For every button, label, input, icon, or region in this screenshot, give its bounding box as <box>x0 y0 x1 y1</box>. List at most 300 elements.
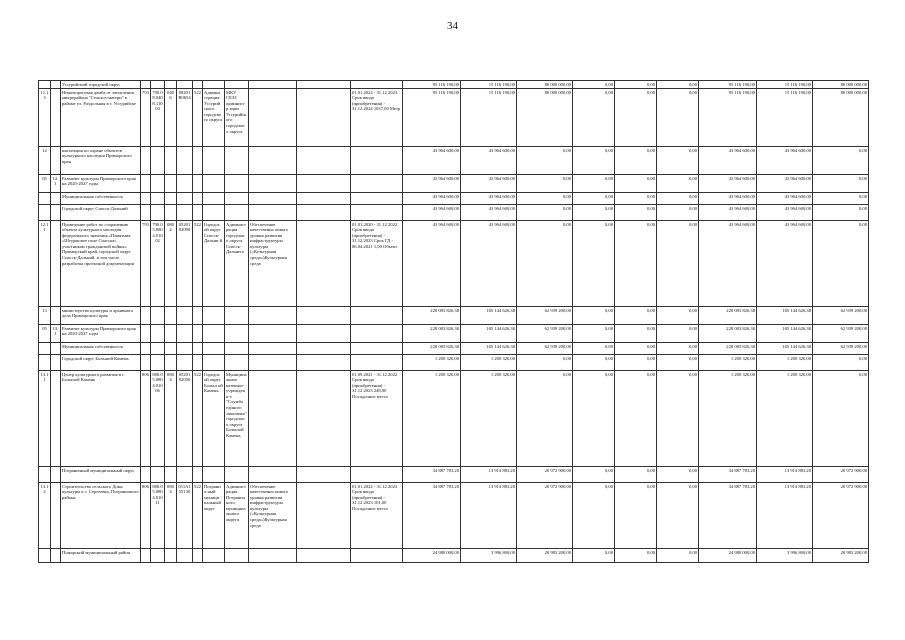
row-code-aip: 790.0 5.080 4.010 02 <box>151 221 165 307</box>
row-expense-type: 522 <box>193 89 203 147</box>
row-amount-8: 13 914 883,20 <box>757 467 813 483</box>
row-amount-3: 0,00 <box>517 221 573 307</box>
row-customer <box>225 307 249 325</box>
row-goal <box>249 371 297 467</box>
row-amount-3: 80 000 000,00 <box>517 89 573 147</box>
row-section <box>165 175 177 193</box>
row-amount-5: 0,00 <box>615 175 657 193</box>
row-amount-2: 1 200 320,00 <box>461 355 517 371</box>
row-code: 12 <box>39 147 51 175</box>
row-executor: Админи страция Уссурий ского городско го округа <box>203 89 225 147</box>
row-amount-8: 43 964 600,00 <box>757 175 813 193</box>
row-grbs: 806 <box>141 483 151 549</box>
table-row <box>39 343 869 355</box>
row-code-aip <box>151 147 165 175</box>
row-amount-1: 1 200 320,00 <box>403 371 461 467</box>
row-amount-4: 0,00 <box>573 549 615 563</box>
row-amount-5: 0,00 <box>615 343 657 355</box>
row-goal <box>249 193 297 205</box>
row-amount-7: 228 083 826,38 <box>699 325 757 343</box>
row-name: Уссурийский городской округ <box>61 81 141 89</box>
row-section <box>165 81 177 89</box>
row-section: 0804 <box>165 371 177 467</box>
row-term-info <box>351 193 403 205</box>
row-subcode <box>51 549 61 563</box>
row-amount-6: 0,00 <box>657 147 699 175</box>
row-term-info: 01.01.2020 - 31.12.2022 Срок ввода (приобретения) - 31.12.2023 Срок ГД - 06.04.2021 1,00 Объект <box>351 221 403 307</box>
row-amount-3: 20 972 900,00 <box>517 467 573 483</box>
row-amount-7: 34 887 783,20 <box>699 467 757 483</box>
row-code-aip: 806.0 5.080 4.010 06 <box>151 371 165 467</box>
row-amount-7: 43 964 600,00 <box>699 175 757 193</box>
row-code: 05 <box>39 325 51 343</box>
row-amount-2: 43 964 600,00 <box>461 221 517 307</box>
row-amount-4: 0,00 <box>573 89 615 147</box>
row-customer: Админист рация городского округа Спасск-Дальнего <box>225 221 249 307</box>
row-code-aip: 790.0 8.040 8.110 04 <box>151 89 165 147</box>
row-term-info: 01.09.2021 - 31.12.2022 Срок ввода (приобретения) - 31.12.2023 248,00 Посадочное место <box>351 371 403 467</box>
row-amount-5: 0,00 <box>615 81 657 89</box>
row-customer: Админист рация Пограничного муниципального округа <box>225 483 249 549</box>
row-amount-9: 0,00 <box>813 205 869 221</box>
row-blank <box>297 549 351 563</box>
row-subcode <box>51 205 61 221</box>
row-amount-7: 95 116 190,00 <box>699 81 757 89</box>
row-amount-1: 34 887 783,20 <box>403 483 461 549</box>
row-code-aip <box>151 81 165 89</box>
row-blank <box>297 193 351 205</box>
row-amount-3: 0,00 <box>517 355 573 371</box>
row-amount-9: 20 972 900,00 <box>813 483 869 549</box>
table-row <box>39 467 869 483</box>
row-amount-1: 228 083 826,38 <box>403 307 461 325</box>
row-name: Проведение работ по сохранению объекта культурного наследия федерального значения «Памятник «Штурмовое поле Спасска» участникам гражданской войны» Приморский край, городской округ Спасск-Дальний, в том числе разработка проектной документации <box>61 221 141 307</box>
row-section <box>165 549 177 563</box>
row-executor <box>203 343 225 355</box>
row-term-info <box>351 355 403 371</box>
row-executor <box>203 307 225 325</box>
row-amount-6: 0,00 <box>657 371 699 467</box>
row-target-article <box>177 549 193 563</box>
row-amount-3: 62 939 200,00 <box>517 343 573 355</box>
row-amount-3: 0,00 <box>517 371 573 467</box>
row-amount-4: 0,00 <box>573 221 615 307</box>
row-amount-8: 165 144 626,38 <box>757 343 813 355</box>
table-row <box>39 325 869 343</box>
row-target-article: 05201 92050 <box>177 371 193 467</box>
row-expense-type <box>193 175 203 193</box>
row-subcode <box>51 193 61 205</box>
row-amount-5: 0,00 <box>615 221 657 307</box>
row-executor <box>203 205 225 221</box>
row-amount-6: 0,00 <box>657 81 699 89</box>
row-amount-5: 0,00 <box>615 325 657 343</box>
row-amount-9: 0,00 <box>813 175 869 193</box>
row-target-article <box>177 147 193 175</box>
row-goal <box>249 355 297 371</box>
row-expense-type: 522 <box>193 483 203 549</box>
row-grbs <box>141 549 151 563</box>
row-subcode <box>51 307 61 325</box>
row-target-article <box>177 325 193 343</box>
row-amount-8: 43 964 600,00 <box>757 193 813 205</box>
row-amount-1: 1 200 320,00 <box>403 355 461 371</box>
row-grbs <box>141 355 151 371</box>
row-goal <box>249 205 297 221</box>
row-executor <box>203 193 225 205</box>
row-goal: Обеспечение качественно нового уровня развития инфраструктуры культуры («Культурная среда»)Культурная среда <box>249 221 297 307</box>
row-blank <box>297 343 351 355</box>
row-amount-3: 0,00 <box>517 193 573 205</box>
row-executor: Городск ой округ Больш ой Камень <box>203 371 225 467</box>
row-code-aip <box>151 307 165 325</box>
row-blank <box>297 355 351 371</box>
row-grbs <box>141 343 151 355</box>
row-blank <box>297 371 351 467</box>
row-target-article <box>177 467 193 483</box>
table-row <box>39 549 869 563</box>
row-amount-4: 0,00 <box>573 175 615 193</box>
row-amount-8: 1 200 320,00 <box>757 355 813 371</box>
row-executor <box>203 467 225 483</box>
row-code-aip <box>151 205 165 221</box>
row-subcode <box>51 343 61 355</box>
row-goal <box>249 147 297 175</box>
row-blank <box>297 147 351 175</box>
row-subcode <box>51 221 61 307</box>
row-amount-2: 15 116 190,00 <box>461 89 517 147</box>
row-expense-type <box>193 81 203 89</box>
row-amount-1: 228 083 826,38 <box>403 343 461 355</box>
row-code <box>39 467 51 483</box>
table-row <box>39 355 869 371</box>
row-executor <box>203 175 225 193</box>
row-section: 0804 <box>165 221 177 307</box>
row-amount-2: 15 116 190,00 <box>461 81 517 89</box>
row-section <box>165 343 177 355</box>
table-row <box>39 307 869 325</box>
row-term-info: 01.01.2022 - 31.12.2023 Срок ввода (приобретения) - 31.12.2024 1637,00 Метр <box>351 89 403 147</box>
row-amount-1: 95 116 190,00 <box>403 81 461 89</box>
row-amount-3: 0,00 <box>517 147 573 175</box>
row-subcode <box>51 467 61 483</box>
row-amount-6: 0,00 <box>657 205 699 221</box>
row-amount-4: 0,00 <box>573 205 615 221</box>
row-amount-1: 43 964 600,00 <box>403 221 461 307</box>
row-amount-1: 43 964 600,00 <box>403 147 461 175</box>
row-amount-1: 43 964 600,00 <box>403 175 461 193</box>
row-grbs <box>141 193 151 205</box>
row-amount-8: 165 144 626,38 <box>757 307 813 325</box>
row-code-aip <box>151 193 165 205</box>
row-amount-4: 0,00 <box>573 343 615 355</box>
row-term-info: 01.01.2022 - 31.12.2023 Срок ввода (приобретения) - 31.12.2023 101,00 Посадочное место <box>351 483 403 549</box>
row-amount-1: 43 964 600,00 <box>403 193 461 205</box>
row-amount-1: 228 083 826,38 <box>403 325 461 343</box>
row-name: Строительство сельского Дома культуры в с. Сергеевка, Пограничного района <box>61 483 141 549</box>
row-amount-1: 34 887 783,20 <box>403 467 461 483</box>
row-grbs <box>141 467 151 483</box>
row-amount-9: 62 939 200,00 <box>813 307 869 325</box>
row-amount-5: 0,00 <box>615 147 657 175</box>
row-goal: Обеспечение качественно нового уровня развития инфраструктуры культуры («Культурная среда»)Культурная среда <box>249 483 297 549</box>
row-amount-4: 0,00 <box>573 307 615 325</box>
row-code-aip: 806.0 5.080 4.010 11 <box>151 483 165 549</box>
row-amount-8: 3 996 800,00 <box>757 549 813 563</box>
row-amount-1: 24 980 000,00 <box>403 549 461 563</box>
row-section <box>165 467 177 483</box>
row-amount-7: 43 964 600,00 <box>699 205 757 221</box>
row-code: 13.1 2 <box>39 483 51 549</box>
row-code-aip <box>151 343 165 355</box>
table-row <box>39 205 869 221</box>
row-code: 12.1 1 <box>39 221 51 307</box>
row-code: 11.1 3 <box>39 89 51 147</box>
row-amount-1: 95 116 190,00 <box>403 89 461 147</box>
row-amount-4: 0,00 <box>573 355 615 371</box>
row-amount-6: 0,00 <box>657 307 699 325</box>
row-name: Центр культурного развития в г. Большой Камень <box>61 371 141 467</box>
row-target-article <box>177 81 193 89</box>
row-amount-6: 0,00 <box>657 89 699 147</box>
row-amount-6: 0,00 <box>657 221 699 307</box>
row-customer <box>225 175 249 193</box>
row-amount-8: 1 200 320,00 <box>757 371 813 467</box>
row-grbs: 806 <box>141 371 151 467</box>
row-target-article <box>177 307 193 325</box>
row-customer <box>225 355 249 371</box>
row-name: Муниципальная собственность <box>61 193 141 205</box>
row-expense-type <box>193 193 203 205</box>
row-amount-2: 165 144 626,38 <box>461 307 517 325</box>
row-grbs: 793 <box>141 221 151 307</box>
row-amount-5: 0,00 <box>615 467 657 483</box>
row-amount-6: 0,00 <box>657 355 699 371</box>
row-grbs <box>141 147 151 175</box>
row-amount-2: 43 964 600,00 <box>461 205 517 221</box>
row-subcode: 12.1 <box>51 175 61 193</box>
row-term-info <box>351 175 403 193</box>
table-row <box>39 483 869 549</box>
row-section <box>165 147 177 175</box>
row-amount-5: 0,00 <box>615 307 657 325</box>
row-section: 0406 <box>165 89 177 147</box>
row-amount-2: 13 914 883,20 <box>461 483 517 549</box>
row-amount-9: 0,00 <box>813 371 869 467</box>
row-blank <box>297 467 351 483</box>
row-customer <box>225 81 249 89</box>
row-amount-9: 0,00 <box>813 147 869 175</box>
row-subcode <box>51 147 61 175</box>
row-customer <box>225 343 249 355</box>
row-target-article: 051А1 55130 <box>177 483 193 549</box>
row-target-article: 08201 R0654 <box>177 89 193 147</box>
row-code-aip <box>151 355 165 371</box>
row-amount-7: 1 200 320,00 <box>699 355 757 371</box>
row-section <box>165 325 177 343</box>
row-amount-2: 3 996 800,00 <box>461 549 517 563</box>
row-amount-9: 80 000 000,00 <box>813 89 869 147</box>
row-name: Развитие культуры Приморского края на 2020-2027 годы <box>61 325 141 343</box>
row-amount-6: 0,00 <box>657 483 699 549</box>
row-amount-5: 0,00 <box>615 549 657 563</box>
row-target-article <box>177 175 193 193</box>
row-grbs <box>141 307 151 325</box>
row-executor: Городск ой округ Спасск-Дальни й <box>203 221 225 307</box>
row-code: 13.1 1 <box>39 371 51 467</box>
row-blank <box>297 307 351 325</box>
row-code <box>39 81 51 89</box>
row-amount-7: 43 964 600,00 <box>699 193 757 205</box>
row-grbs: 793 <box>141 89 151 147</box>
row-amount-7: 228 083 826,38 <box>699 343 757 355</box>
row-amount-9: 0,00 <box>813 221 869 307</box>
row-amount-6: 0,00 <box>657 325 699 343</box>
row-target-article <box>177 355 193 371</box>
row-term-info <box>351 81 403 89</box>
row-name: Пожарский муниципальный район <box>61 549 141 563</box>
row-amount-3: 20 983 200,00 <box>517 549 573 563</box>
row-executor <box>203 325 225 343</box>
row-section: 0804 <box>165 483 177 549</box>
row-goal <box>249 89 297 147</box>
row-amount-4: 0,00 <box>573 371 615 467</box>
row-target-article: 05201 92090 <box>177 221 193 307</box>
row-amount-7: 34 887 783,20 <box>699 483 757 549</box>
row-amount-9: 80 000 000,00 <box>813 81 869 89</box>
row-subcode <box>51 355 61 371</box>
row-amount-1: 43 964 600,00 <box>403 205 461 221</box>
page-number: 34 <box>447 20 458 32</box>
table-row <box>39 81 869 89</box>
row-amount-7: 43 964 600,00 <box>699 147 757 175</box>
row-code: 05 <box>39 175 51 193</box>
row-expense-type <box>193 325 203 343</box>
row-amount-2: 43 964 600,00 <box>461 193 517 205</box>
row-name: Пограничный муниципальный округ <box>61 467 141 483</box>
row-amount-8: 43 964 600,00 <box>757 205 813 221</box>
row-code: 13 <box>39 307 51 325</box>
row-goal <box>249 549 297 563</box>
row-grbs <box>141 325 151 343</box>
row-executor <box>203 549 225 563</box>
table-row <box>39 193 869 205</box>
row-amount-6: 0,00 <box>657 193 699 205</box>
row-code-aip <box>151 325 165 343</box>
row-amount-8: 13 914 883,20 <box>757 483 813 549</box>
row-term-info <box>351 205 403 221</box>
row-code <box>39 205 51 221</box>
row-goal <box>249 325 297 343</box>
row-name: Городской округ Большой Камень <box>61 355 141 371</box>
row-target-article <box>177 343 193 355</box>
row-amount-2: 13 914 883,20 <box>461 467 517 483</box>
row-target-article <box>177 193 193 205</box>
row-expense-type <box>193 549 203 563</box>
row-amount-6: 0,00 <box>657 467 699 483</box>
row-goal <box>249 307 297 325</box>
row-name: Городской округ Спасск-Дальний <box>61 205 141 221</box>
row-amount-4: 0,00 <box>573 147 615 175</box>
row-amount-6: 0,00 <box>657 343 699 355</box>
row-customer: Муниципа льное казенное учреждени е "Служба единого заказчика" городского округа Большой Камень <box>225 371 249 467</box>
row-customer <box>225 467 249 483</box>
row-amount-6: 0,00 <box>657 549 699 563</box>
row-executor <box>203 147 225 175</box>
row-amount-4: 0,00 <box>573 193 615 205</box>
row-amount-2: 43 964 600,00 <box>461 175 517 193</box>
row-term-info <box>351 467 403 483</box>
row-amount-8: 43 964 600,00 <box>757 147 813 175</box>
row-section <box>165 205 177 221</box>
row-blank <box>297 325 351 343</box>
row-amount-3: 20 972 900,00 <box>517 483 573 549</box>
row-term-info <box>351 307 403 325</box>
row-grbs <box>141 81 151 89</box>
row-amount-7: 24 980 000,00 <box>699 549 757 563</box>
row-blank <box>297 221 351 307</box>
table-row <box>39 221 869 307</box>
row-amount-2: 165 144 626,38 <box>461 325 517 343</box>
row-amount-7: 228 083 826,38 <box>699 307 757 325</box>
row-amount-3: 62 939 200,00 <box>517 325 573 343</box>
row-customer <box>225 205 249 221</box>
row-name: Нижепороговая дамба от затопления микрорайона "Сельхоз-матери" в районе ул. Раздольная в г. Уссурийске <box>61 89 141 147</box>
row-amount-7: 95 116 190,00 <box>699 89 757 147</box>
row-amount-2: 43 964 600,00 <box>461 147 517 175</box>
row-name: Развитие культуры Приморского края на 2020-2027 годы <box>61 175 141 193</box>
row-goal <box>249 343 297 355</box>
row-blank <box>297 205 351 221</box>
row-section <box>165 307 177 325</box>
row-amount-8: 165 144 626,38 <box>757 325 813 343</box>
investment-table <box>38 80 869 563</box>
row-code-aip <box>151 175 165 193</box>
row-section <box>165 355 177 371</box>
row-code <box>39 355 51 371</box>
row-amount-5: 0,00 <box>615 483 657 549</box>
row-code <box>39 549 51 563</box>
row-amount-9: 62 939 200,00 <box>813 343 869 355</box>
table-row <box>39 175 869 193</box>
row-amount-5: 0,00 <box>615 89 657 147</box>
row-subcode <box>51 371 61 467</box>
row-amount-8: 43 964 600,00 <box>757 221 813 307</box>
row-name: министерство культуры и архивного дела Приморского края <box>61 307 141 325</box>
row-goal <box>249 467 297 483</box>
row-amount-4: 0,00 <box>573 467 615 483</box>
row-grbs <box>141 175 151 193</box>
row-grbs <box>141 205 151 221</box>
row-subcode: 13.1 <box>51 325 61 343</box>
row-amount-5: 0,00 <box>615 355 657 371</box>
row-expense-type <box>193 307 203 325</box>
row-term-info <box>351 343 403 355</box>
row-expense-type <box>193 205 203 221</box>
row-expense-type <box>193 343 203 355</box>
row-code-aip <box>151 467 165 483</box>
row-amount-7: 1 200 320,00 <box>699 371 757 467</box>
row-blank <box>297 89 351 147</box>
row-code <box>39 343 51 355</box>
row-goal <box>249 175 297 193</box>
row-blank <box>297 81 351 89</box>
row-customer <box>225 549 249 563</box>
row-blank <box>297 483 351 549</box>
row-code <box>39 193 51 205</box>
row-name: Муниципальная собственность <box>61 343 141 355</box>
row-amount-8: 15 116 190,00 <box>757 81 813 89</box>
